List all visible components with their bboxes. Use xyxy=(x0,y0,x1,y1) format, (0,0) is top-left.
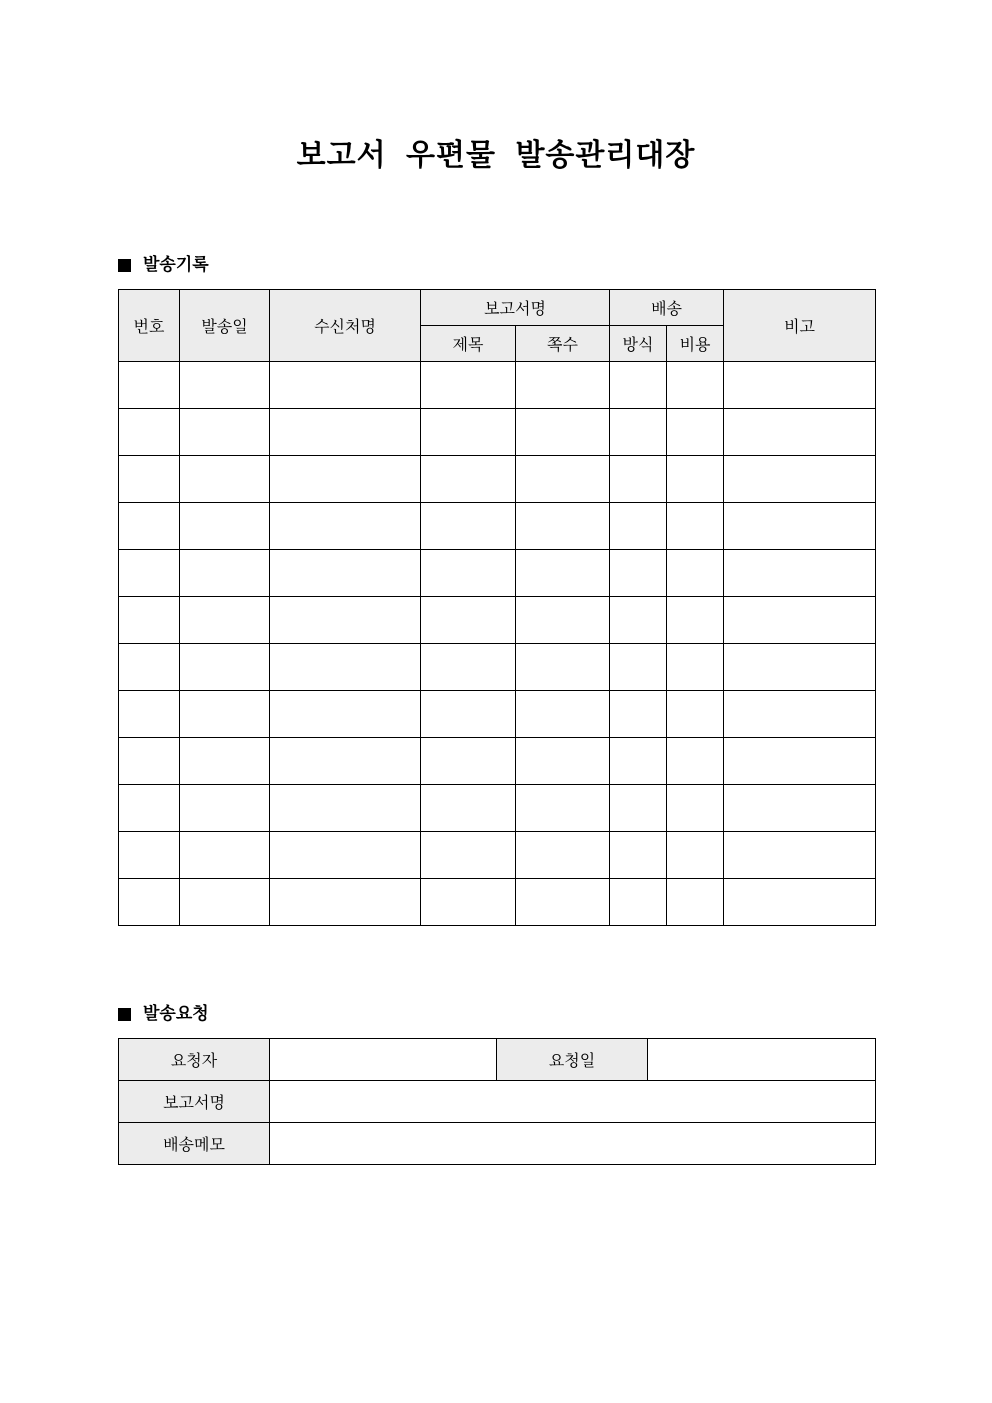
cell-send-date[interactable] xyxy=(180,879,270,926)
cell-method[interactable] xyxy=(610,832,667,879)
cell-recipient[interactable] xyxy=(270,550,421,597)
table-row xyxy=(119,597,876,644)
cell-send-date[interactable] xyxy=(180,785,270,832)
cell-send-date[interactable] xyxy=(180,691,270,738)
table-row xyxy=(119,738,876,785)
cell-remarks[interactable] xyxy=(724,644,876,691)
cell-remarks[interactable] xyxy=(724,550,876,597)
cell-report-title[interactable] xyxy=(421,362,516,409)
cell-report-title[interactable] xyxy=(421,879,516,926)
cell-remarks[interactable] xyxy=(724,362,876,409)
table-row xyxy=(119,691,876,738)
requester-field[interactable] xyxy=(270,1039,497,1081)
request-table xyxy=(118,1038,876,1165)
request-date-label: 요청일 xyxy=(497,1039,648,1081)
header-page-count: 쪽수 xyxy=(516,326,610,362)
cell-number[interactable] xyxy=(119,550,180,597)
cell-cost[interactable] xyxy=(667,362,724,409)
cell-remarks[interactable] xyxy=(724,785,876,832)
cell-remarks[interactable] xyxy=(724,879,876,926)
cell-number[interactable] xyxy=(119,456,180,503)
cell-recipient[interactable] xyxy=(270,503,421,550)
cell-cost[interactable] xyxy=(667,456,724,503)
cell-remarks[interactable] xyxy=(724,597,876,644)
cell-method[interactable] xyxy=(610,785,667,832)
cell-page-count[interactable] xyxy=(516,691,610,738)
cell-recipient[interactable] xyxy=(270,879,421,926)
cell-report-title[interactable] xyxy=(421,456,516,503)
cell-cost[interactable] xyxy=(667,691,724,738)
delivery-memo-label: 배송메모 xyxy=(119,1123,270,1165)
cell-recipient[interactable] xyxy=(270,691,421,738)
table-row xyxy=(119,550,876,597)
records-section-heading xyxy=(118,253,209,277)
table-row xyxy=(119,644,876,691)
cell-recipient[interactable] xyxy=(270,644,421,691)
cell-recipient[interactable] xyxy=(270,409,421,456)
cell-send-date[interactable] xyxy=(180,644,270,691)
records-section-label: 발송기록 xyxy=(143,255,209,275)
cell-remarks[interactable] xyxy=(724,409,876,456)
cell-cost[interactable] xyxy=(667,738,724,785)
cell-report-title[interactable] xyxy=(421,691,516,738)
header-remarks: 비고 xyxy=(724,290,876,362)
cell-page-count[interactable] xyxy=(516,362,610,409)
cell-report-title[interactable] xyxy=(421,785,516,832)
header-recipient: 수신처명 xyxy=(270,290,421,362)
cell-recipient[interactable] xyxy=(270,785,421,832)
cell-page-count[interactable] xyxy=(516,785,610,832)
cell-page-count[interactable] xyxy=(516,503,610,550)
cell-method[interactable] xyxy=(610,691,667,738)
cell-page-count[interactable] xyxy=(516,597,610,644)
cell-recipient[interactable] xyxy=(270,832,421,879)
table-row xyxy=(119,785,876,832)
cell-number[interactable] xyxy=(119,362,180,409)
cell-send-date[interactable] xyxy=(180,409,270,456)
header-method: 방식 xyxy=(610,326,667,362)
cell-report-title[interactable] xyxy=(421,644,516,691)
table-row xyxy=(119,503,876,550)
cell-cost[interactable] xyxy=(667,409,724,456)
cell-report-title[interactable] xyxy=(421,409,516,456)
cell-number[interactable] xyxy=(119,597,180,644)
cell-method[interactable] xyxy=(610,503,667,550)
cell-recipient[interactable] xyxy=(270,738,421,785)
cell-report-title[interactable] xyxy=(421,550,516,597)
cell-send-date[interactable] xyxy=(180,550,270,597)
table-row xyxy=(119,879,876,926)
cell-page-count[interactable] xyxy=(516,409,610,456)
cell-number[interactable] xyxy=(119,691,180,738)
request-section-heading xyxy=(118,1002,209,1026)
cell-number[interactable] xyxy=(119,832,180,879)
square-bullet-icon xyxy=(118,1008,131,1021)
square-bullet-icon xyxy=(118,259,131,272)
table-row xyxy=(119,409,876,456)
cell-number[interactable] xyxy=(119,879,180,926)
cell-method[interactable] xyxy=(610,644,667,691)
header-report-title: 제목 xyxy=(421,326,516,362)
cell-method[interactable] xyxy=(610,879,667,926)
header-number: 번호 xyxy=(119,290,180,362)
cell-send-date[interactable] xyxy=(180,362,270,409)
cell-page-count[interactable] xyxy=(516,832,610,879)
cell-report-title[interactable] xyxy=(421,832,516,879)
cell-method[interactable] xyxy=(610,362,667,409)
table-row xyxy=(119,456,876,503)
cell-send-date[interactable] xyxy=(180,832,270,879)
cell-cost[interactable] xyxy=(667,550,724,597)
cell-method[interactable] xyxy=(610,409,667,456)
records-table xyxy=(118,289,876,926)
cell-cost[interactable] xyxy=(667,879,724,926)
cell-cost[interactable] xyxy=(667,785,724,832)
cell-number[interactable] xyxy=(119,785,180,832)
cell-remarks[interactable] xyxy=(724,832,876,879)
cell-number[interactable] xyxy=(119,409,180,456)
cell-cost[interactable] xyxy=(667,597,724,644)
cell-method[interactable] xyxy=(610,597,667,644)
cell-remarks[interactable] xyxy=(724,691,876,738)
document-title: 보고서 우편물 발송관리대장 xyxy=(296,138,696,173)
cell-number[interactable] xyxy=(119,503,180,550)
cell-remarks[interactable] xyxy=(724,456,876,503)
report-name-field[interactable] xyxy=(270,1081,876,1123)
cell-send-date[interactable] xyxy=(180,456,270,503)
cell-number[interactable] xyxy=(119,738,180,785)
cell-report-title[interactable] xyxy=(421,503,516,550)
cell-page-count[interactable] xyxy=(516,879,610,926)
table-row xyxy=(119,832,876,879)
cell-recipient[interactable] xyxy=(270,597,421,644)
header-delivery: 배송 xyxy=(610,290,724,326)
request-date-field[interactable] xyxy=(648,1039,876,1081)
table-row xyxy=(119,362,876,409)
cell-recipient[interactable] xyxy=(270,456,421,503)
cell-page-count[interactable] xyxy=(516,550,610,597)
delivery-memo-field[interactable] xyxy=(270,1123,876,1165)
cell-method[interactable] xyxy=(610,738,667,785)
cell-remarks[interactable] xyxy=(724,503,876,550)
header-report-name: 보고서명 xyxy=(421,290,610,326)
cell-method[interactable] xyxy=(610,550,667,597)
cell-cost[interactable] xyxy=(667,832,724,879)
cell-recipient[interactable] xyxy=(270,362,421,409)
cell-send-date[interactable] xyxy=(180,503,270,550)
cell-send-date[interactable] xyxy=(180,738,270,785)
report-name-label: 보고서명 xyxy=(119,1081,270,1123)
cell-remarks[interactable] xyxy=(724,738,876,785)
request-section-label: 발송요청 xyxy=(143,1004,209,1024)
cell-cost[interactable] xyxy=(667,644,724,691)
cell-report-title[interactable] xyxy=(421,597,516,644)
cell-number[interactable] xyxy=(119,644,180,691)
cell-page-count[interactable] xyxy=(516,738,610,785)
cell-cost[interactable] xyxy=(667,503,724,550)
cell-send-date[interactable] xyxy=(180,597,270,644)
cell-method[interactable] xyxy=(610,456,667,503)
requester-label: 요청자 xyxy=(119,1039,270,1081)
cell-page-count[interactable] xyxy=(516,644,610,691)
cell-page-count[interactable] xyxy=(516,456,610,503)
header-cost: 비용 xyxy=(667,326,724,362)
header-send-date: 발송일 xyxy=(180,290,270,362)
cell-report-title[interactable] xyxy=(421,738,516,785)
